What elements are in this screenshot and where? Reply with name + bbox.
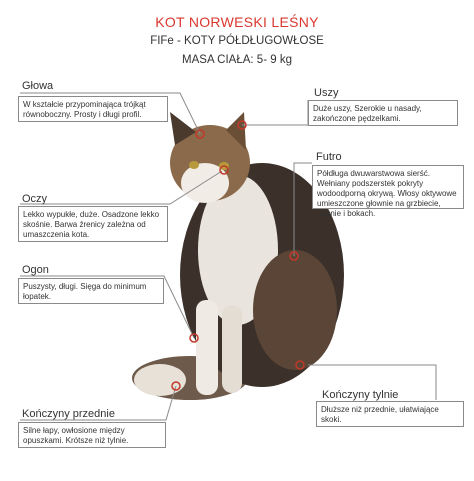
weight-info: MASA CIAŁA: 5- 9 kg <box>182 54 292 66</box>
front-legs-description: Silne łapy, owłosione między opuszkami. Krótsze niż tylnie. <box>18 422 166 448</box>
tail-label: Ogon <box>22 264 49 276</box>
head-description: W kształcie przypominająca trójkąt równoboczny. Prosty i długi profil. <box>18 96 168 122</box>
front-legs-label: Kończyny przednie <box>22 408 115 420</box>
page-subtitle: FIFe - KOTY PÓŁDŁUGOWŁOSE <box>150 35 324 47</box>
fur-description: Półdługa dwuwarstwowa sierść. Wełniany podszerstek pokryty wodoodporną okrywą. Włosy oktywowe umieszczone głownie na grzbiecie, ogonie i bokach. <box>312 165 464 209</box>
head-label: Głowa <box>22 80 54 92</box>
eyes-description: Lekko wypukłe, duże. Osadzone lekko skośnie. Barwa źrenicy zależna od umaszczenia kota. <box>18 206 168 242</box>
tail-description: Puszysty, długi. Sięga do minimum łopatek. <box>18 278 164 304</box>
ears-description: Duże uszy, Szerokie u nasady, zakończone pędzelkami. <box>308 100 458 126</box>
page-title: KOT NORWESKI LEŚNY <box>155 14 319 30</box>
hind-legs-label: Kończyny tylnie <box>322 389 399 401</box>
hind-legs-description: Dłuższe niż przednie, ułatwiające skoki. <box>316 401 464 427</box>
ears-label: Uszy <box>314 87 339 99</box>
ears-connector <box>242 100 308 125</box>
fur-label: Futro <box>316 151 342 163</box>
eyes-label: Oczy <box>22 193 48 205</box>
cat-image <box>132 112 344 400</box>
